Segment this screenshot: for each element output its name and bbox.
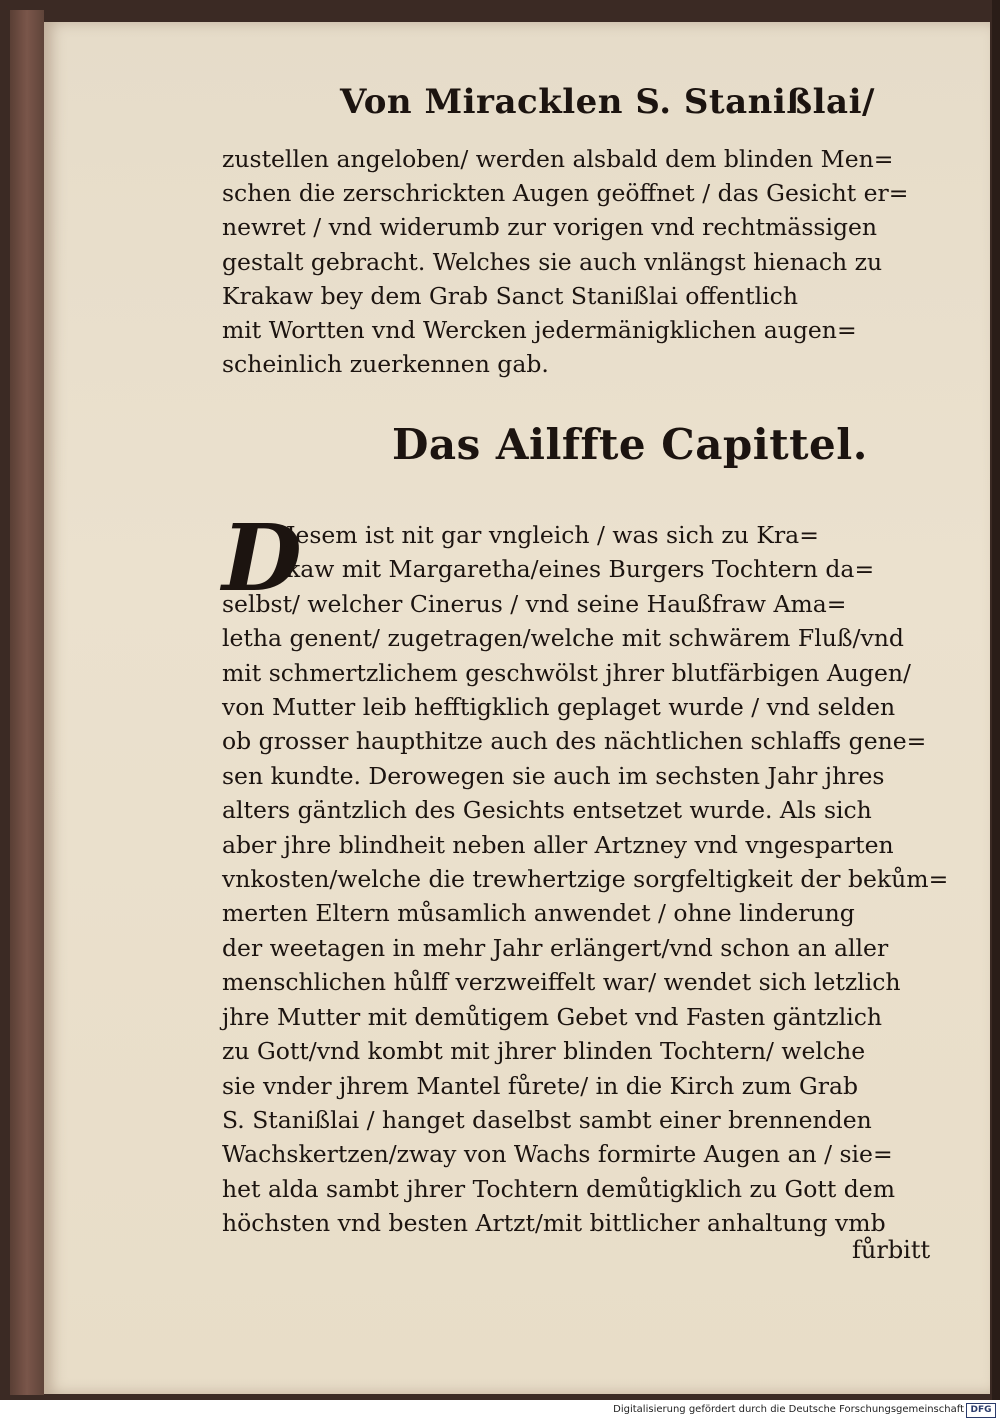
text-line: het alda sambt jhrer Tochtern demůtigklich zu Gott dem <box>222 1174 895 1203</box>
book-edge-left <box>10 10 44 1395</box>
text-line: scheinlich zuerkennen gab. <box>222 350 549 379</box>
text-line: zu Gott/vnd kombt mit jhrer blinden Tochtern/ welche <box>222 1037 866 1066</box>
text-line: sie vnder jhrem Mantel fůrete/ in die Kirch zum Grab <box>222 1071 859 1100</box>
drop-initial: D <box>222 504 302 612</box>
text-line: letha genent/ zugetragen/welche mit schwärem Fluß/vnd <box>222 624 904 653</box>
text-line: vnkosten/welche die trewhertzige sorgfeltigkeit der bekům= <box>222 865 949 894</box>
text-line: menschlichen hůlff verzweiffelt war/ wendet sich letzlich <box>222 968 901 997</box>
book-edge-right <box>992 0 1000 1400</box>
text-line: selbst/ welcher Cinerus / vnd seine Haußfraw Ama= <box>222 589 847 618</box>
text-line: gestalt gebracht. Welches sie auch vnlängst hienach zu <box>222 247 883 276</box>
text-line: Krakaw bey dem Grab Sanct Stanißlai offentlich <box>222 281 798 310</box>
footer-credit: Digitalisierung gefördert durch die Deutsche Forschungsgemeinschaft <box>613 1404 964 1415</box>
text-line: sen kundte. Derowegen sie auch im sechsten Jahr jhres <box>222 761 885 790</box>
running-head: Von Miracklen S. Stanißlai/ <box>340 82 875 122</box>
text-line: aber jhre blindheit neben aller Artzney vnd vngesparten <box>222 830 894 859</box>
text-line: newret / vnd widerumb zur vorigen vnd rechtmässigen <box>222 213 878 242</box>
text-line: schen die zerschrickten Augen geöffnet / das Gesicht er= <box>222 179 909 208</box>
text-line: der weetagen in mehr Jahr erlängert/vnd schon an aller <box>222 933 889 962</box>
text-line: höchsten vnd besten Artzt/mit bittlicher anhaltung vmb <box>222 1209 886 1238</box>
text-line: Jesem ist nit gar vngleich / was sich zu Kra= <box>286 521 819 549</box>
text-line: Wachskertzen/zway von Wachs formirte Augen an / sie= <box>222 1140 893 1169</box>
chapter-title: Das Ailffte Capittel. <box>392 420 868 469</box>
text-line: ob grosser haupthitze auch des nächtlichen schlaffs gene= <box>222 727 927 756</box>
body-text <box>222 142 908 381</box>
text-line: kaw mit Margaretha/eines Burgers Tochtern da= <box>286 555 875 584</box>
text-line: von Mutter leib hefftigklich geplaget wurde / vnd selden <box>222 693 896 722</box>
text-line: S. Stanißlai / hanget daselbst sambt einer brennenden <box>222 1105 872 1134</box>
text-line: alters gäntzlich des Gesichts entsetzet wurde. Als sich <box>222 796 872 825</box>
dfg-logo: DFG <box>966 1403 996 1418</box>
text-line: mit Wortten vnd Wercken jedermänigklichen augen= <box>222 316 857 345</box>
catchword: fůrbitt <box>852 1236 931 1264</box>
text-line: zustellen angeloben/ werden alsbald dem blinden Men= <box>222 145 894 173</box>
text-line: jhre Mutter mit demůtigem Gebet vnd Fasten gäntzlich <box>222 1002 883 1031</box>
chapter-text <box>222 518 948 1241</box>
text-line: mit schmertzlichem geschwölst jhrer blutfärbigen Augen/ <box>222 658 911 687</box>
text-line: merten Eltern můsamlich anwendet / ohne linderung <box>222 899 855 928</box>
